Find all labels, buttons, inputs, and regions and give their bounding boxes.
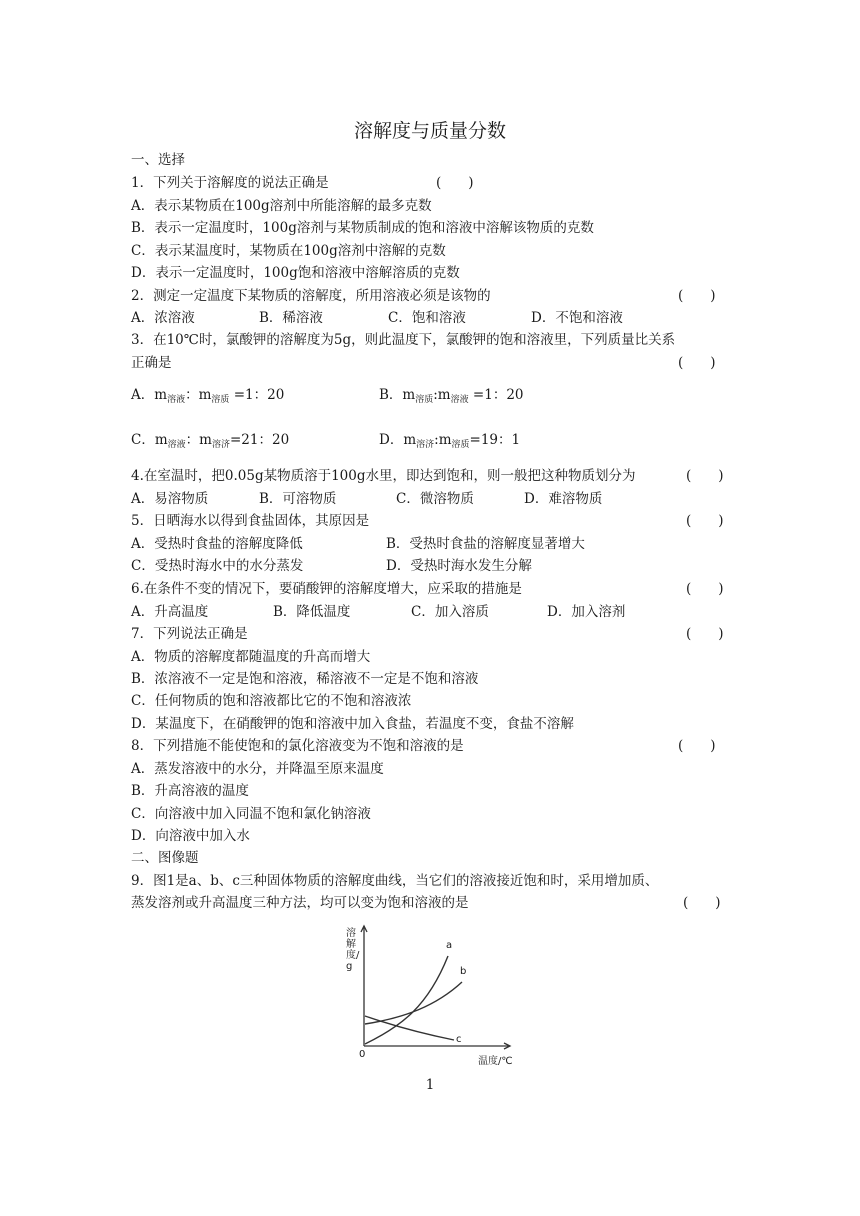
q9-answer-paren: ( ) [683, 895, 721, 911]
q8-stem: 8．下列措施不能使饱和的氯化溶液变为不饱和溶液的是 [131, 738, 464, 754]
q4-option-d: D．难溶物质 [524, 491, 603, 507]
q3-option-c: C．$m_{溶液}$：$m_{溶济}=21$：20 [131, 432, 290, 450]
q7-answer-paren: ( ) [686, 626, 724, 642]
q5-stem: 5．日晒海水以得到食盐固体，其原因是 [131, 513, 370, 529]
q6-option-a: A．升高温度 [131, 604, 209, 620]
curve-b-label: b [460, 966, 467, 977]
q8-option-a: A．蒸发溶液中的水分，并降温至原来温度 [131, 761, 384, 777]
curve-b [365, 982, 462, 1024]
figure-caption: 1 [425, 1077, 435, 1093]
q4-option-b: B．可溶物质 [259, 491, 337, 507]
q2-stem: 2．测定一定温度下某物质的溶解度，所用溶液必须是该物的 [131, 288, 491, 304]
figure-axes [361, 926, 510, 1049]
figure-ylabel: 溶解度/g [346, 928, 360, 972]
q8-option-c: C．向溶液中加入同温不饱和氯化钠溶液 [131, 806, 371, 822]
q4-stem: 4.在室温时，把0.05g某物质溶于100g水里，即达到饱和，则一般把这种物质划分为 [131, 468, 636, 484]
q2-option-d: D．不饱和溶液 [531, 310, 623, 326]
q8-option-d: D．向溶液中加入水 [131, 828, 250, 844]
q2-answer-paren: ( ) [678, 288, 716, 304]
section-heading-choice: 一、选择 [131, 152, 185, 168]
q5-option-a: A．受热时食盐的溶解度降低 [131, 536, 303, 552]
q7-option-c: C．任何物质的饱和溶液都比它的不饱和溶液浓 [131, 693, 412, 709]
q1-stem: 1．下列关于溶解度的说法正确是 [131, 175, 329, 191]
q5-option-d: D．受热时海水发生分解 [386, 558, 532, 574]
section-heading-graph: 二、图像题 [131, 850, 199, 866]
q5-option-b: B．受热时食盐的溶解度显著增大 [386, 536, 585, 552]
page-title: 溶解度与质量分数 [353, 120, 506, 142]
q1-option-d: D．表示一定温度时，100g饱和溶液中溶解溶质的克数 [131, 265, 460, 281]
q8-answer-paren: ( ) [678, 738, 716, 754]
q4-option-c: C．微溶物质 [396, 491, 474, 507]
q9-stem-line1: 9．图1是a、b、c三种固体物质的溶解度曲线，当它们的溶液接近饱和时，采用增加质、 [131, 873, 659, 889]
q7-option-a: A．物质的溶解度都随温度的升高而增大 [131, 649, 371, 665]
q1-option-a: A．表示某物质在100g溶剂中所能溶解的最多克数 [131, 198, 432, 214]
q6-option-c: C．加入溶质 [411, 604, 489, 620]
q6-option-d: D．加入溶剂 [547, 604, 626, 620]
q1-option-b: B．表示一定温度时，100g溶剂与某物质制成的饱和溶液中溶解该物质的克数 [131, 220, 594, 236]
curve-a [365, 956, 448, 1044]
q4-answer-paren: ( ) [686, 468, 724, 484]
q7-stem: 7．下列说法正确是 [131, 626, 248, 642]
q2-option-a: A．浓溶液 [131, 310, 195, 326]
q6-option-b: B．降低温度 [273, 604, 351, 620]
curve-c-label: c [456, 1034, 462, 1045]
q1-answer-paren: ( ) [436, 175, 474, 191]
figure-xlabel: 温度/℃ [478, 1056, 513, 1067]
q5-option-c: C．受热时海水中的水分蒸发 [131, 558, 304, 574]
q8-option-b: B．升高溶液的温度 [131, 783, 249, 799]
q3-option-a: A．$m_{溶液}$：$m_{溶质} =1$：20 [131, 387, 285, 405]
q7-option-b: B．浓溶液不一定是饱和溶液，稀溶液不一定是不饱和溶液 [131, 671, 479, 687]
q6-stem: 6.在条件不变的情况下，要硝酸钾的溶解度增大，应采取的措施是 [131, 581, 522, 597]
q3-stem-line2: 正确是 [131, 355, 172, 371]
q2-option-b: B．稀溶液 [259, 310, 323, 326]
q3-stem-line1: 3．在10℃时，氯酸钾的溶解度为5g，则此温度下，氯酸钾的饱和溶液里，下列质量比关系 [131, 332, 676, 348]
q5-answer-paren: ( ) [686, 513, 724, 529]
q4-option-a: A．易溶物质 [131, 491, 209, 507]
curve-a-label: a [446, 940, 453, 951]
q9-stem-line2: 蒸发溶剂或升高温度三种方法，均可以变为饱和溶液的是 [131, 895, 469, 911]
q3-answer-paren: ( ) [678, 355, 716, 371]
figure-origin-label: 0 [359, 1049, 366, 1060]
q7-option-d: D．某温度下，在硝酸钾的饱和溶液中加入食盐，若温度不变，食盐不溶解 [131, 716, 574, 732]
q2-option-c: C．饱和溶液 [388, 310, 466, 326]
q6-answer-paren: ( ) [686, 581, 724, 597]
q1-option-c: C．表示某温度时，某物质在100g溶剂中溶解的克数 [131, 243, 446, 259]
q3-option-d: D．$m_{溶济}:m_{溶质}=19$：1 [379, 432, 521, 450]
solubility-curve-figure [344, 922, 520, 1070]
q3-option-b: B．$m_{溶质}:m_{溶液} =1$：20 [379, 387, 524, 405]
